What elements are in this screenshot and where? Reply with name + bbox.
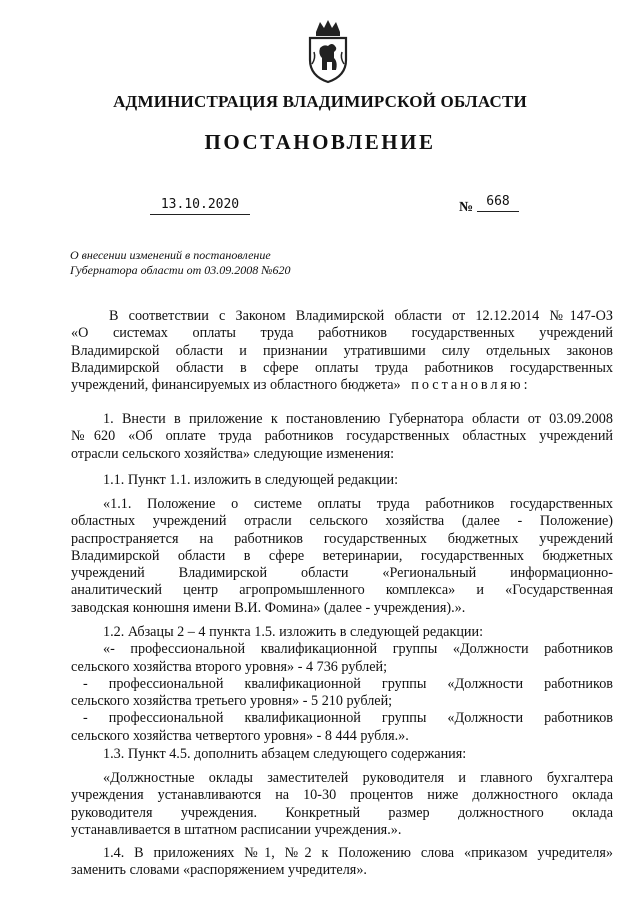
text-line: Владимирской области в сфере оплаты труда работников государственных [71,359,613,376]
text-line: №620 «Об оплате труда работников государственных областных учреждений [71,428,613,445]
item-1-3-paragraph [71,746,613,763]
text-line: «Должностные оклады заместителей руководителя и главного бухгалтера [103,770,613,786]
text-line: сельского хозяйства четвертого уровня» - 8 444 рубля.». [71,727,409,744]
text-line: областных учреждений отрасли сельского хозяйства (далее - Положение) [71,513,613,530]
item-1-paragraph [71,411,613,463]
text-line: учреждения устанавливаются на 10-30 процентов ниже должностного оклада [71,787,613,804]
text-line: «- профессиональной квалификационной группы «Должности работников [103,641,613,658]
text-line: В соответствии с Законом Владимирской области от 12.12.2014 №147-ОЗ [109,308,613,324]
text-line: 1. Внести в приложение к постановлению Губернатора области от 03.09.2008 [103,411,613,427]
number-label: № [459,200,474,215]
text-line: - профессиональной квалификационной группы «Должности работников [83,675,613,692]
quote-1-1-paragraph [71,496,613,617]
document-type-title: ПОСТАНОВЛЕНИЕ [204,130,436,154]
item-1-4-paragraph [71,845,613,880]
text-line: 1.3. Пункт 4.5. дополнить абзацем следующего содержания: [103,746,467,762]
document-number: 668 [477,194,519,212]
text-line: отрасли сельского хозяйства» следующие изменения: [71,445,395,462]
text-line: «1.1. Положение о системе оплаты труда работников государственных [103,496,613,512]
text-line: 1.2. Абзацы 2 – 4 пункта 1.5. изложить в следующей редакции: [103,624,484,640]
subject-line: Губернатора области от 03.09.2008 №620 [70,263,291,277]
item-1-2-paragraph [71,624,613,745]
document-date: 13.10.2020 [150,197,250,215]
text-line: аналитический центр агропромышленного комплекса» и «Государственная [71,582,613,599]
text-line: заводская конюшня имени В.И. Фомина» (далее - учреждения).». [71,599,466,616]
text-line: «О системах оплаты труда работников государственных учреждений [71,325,613,342]
text-line: - профессиональной квалификационной группы «Должности работников [83,710,613,727]
resolution-word: постановляю: [411,377,531,394]
text-line: 1.1. Пункт 1.1. изложить в следующей редакции: [103,472,399,488]
text-line: устанавливается в штатном расписании учреждения.». [71,821,402,838]
text-line: сельского хозяйства третьего уровня» - 5 210 рублей; [71,693,393,710]
coat-of-arms-icon [302,18,354,84]
text-line: руководителя учреждения. Конкретный размер должностного оклада [71,804,613,821]
document-subject [70,248,390,278]
preamble-paragraph [71,308,613,394]
text-fragment: учреждений, финансируемых из областного бюджета» [71,377,401,394]
text-line: 1.4. В приложениях №1, №2 к Положению слова «приказом учредителя» [103,845,613,861]
subject-line: О внесении изменений в постановление [70,248,271,262]
text-line: Владимирской области в сфере ветеринарии, государственных бюджетных [71,547,613,564]
quote-1-3-paragraph [71,770,613,839]
text-line [71,377,613,394]
organization-title: АДМИНИСТРАЦИЯ ВЛАДИМИРСКОЙ ОБЛАСТИ [113,92,527,111]
text-line: распространяется на работников государственных бюджетных учреждений [71,530,613,547]
item-1-1-paragraph [71,472,613,489]
text-line: заменить словами «распоряжением учредителя». [71,862,367,879]
text-line: сельского хозяйства второго уровня» - 4 736 рублей; [71,658,388,675]
text-line: учреждений Владимирской области «Региональный информационно- [71,565,613,582]
text-line: Владимирской области и признании утратившими силу отдельных законов [71,342,613,359]
